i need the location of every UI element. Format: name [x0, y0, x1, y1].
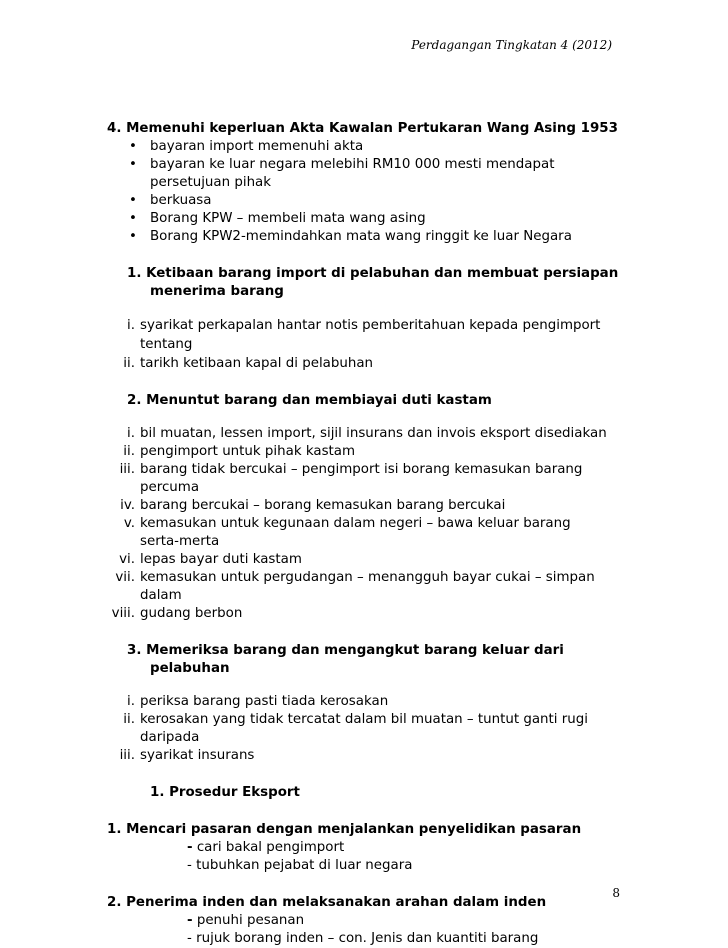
list-item: • Borang KPW – membeli mata wang asing [127, 210, 627, 228]
list-item: • bayaran import memenuhi akta [127, 138, 627, 156]
list-item: ii. tarikh ketibaan kapal di pelabuhan [123, 356, 374, 371]
document-body [107, 120, 627, 948]
list-item: v. kemasukan untuk kegunaan dalam negeri – bawa keluar barang serta-merta [123, 516, 571, 549]
page-number: 8 [612, 886, 620, 900]
export-step-1-line: - cari bakal pengimport [187, 840, 345, 855]
export-step-2-line: - penuhi pesanan [187, 913, 305, 928]
export-step-1-title: 1. Mencari pasaran dengan menjalankan penyelidikan pasaran [107, 822, 582, 837]
subsection-3-list [107, 693, 627, 765]
list-item: viii. gudang berbon [111, 606, 243, 621]
list-item: iii. barang tidak bercukai – pengimport isi borang kemasukan barang percuma [119, 462, 583, 495]
list-item: • Borang KPW2-memindahkan mata wang ringgit ke luar Negara [127, 228, 627, 246]
list-item: i. bil muatan, lessen import, sijil insurans dan invois eksport disediakan [127, 426, 607, 441]
list-item: iii. syarikat insurans [119, 748, 255, 763]
page-header: Perdagangan Tingkatan 4 (2012) [411, 38, 612, 52]
export-step-2-line: - rujuk borang inden – con. Jenis dan kuantiti barang [187, 931, 539, 946]
subsection-2-list [107, 425, 627, 623]
list-item: ii. pengimport untuk pihak kastam [123, 444, 356, 459]
list-item: vi. lepas bayar duti kastam [119, 552, 302, 567]
list-item: ii. kerosakan yang tidak tercatat dalam bil muatan – tuntut ganti rugi daripada [123, 712, 588, 745]
subsection-2-title: 2. Menuntut barang dan membiayai duti kastam [127, 393, 492, 408]
subsection-3-title: 3. Memeriksa barang dan mengangkut barang keluar dari pelabuhan [127, 643, 564, 676]
list-item: • berkuasa [127, 192, 627, 210]
export-step-1-line: - tubuhkan pejabat di luar negara [187, 858, 413, 873]
eksport-title: 1. Prosedur Eksport [150, 785, 300, 800]
export-step-2-title: 2. Penerima inden dan melaksanakan arahan dalam inden [107, 895, 547, 910]
subsection-1-list [107, 316, 627, 373]
list-item: • bayaran ke luar negara melebihi RM10 000 mesti mendapat persetujuan pihak [127, 156, 627, 192]
list-item: i. syarikat perkapalan hantar notis pemberitahuan kepada pengimport tentang [127, 318, 601, 352]
section-4-title: 4. Memenuhi keperluan Akta Kawalan Pertukaran Wang Asing 1953 [107, 121, 618, 136]
subsection-1-title: 1. Ketibaan barang import di pelabuhan dan membuat persiapan menerima barang [127, 266, 619, 299]
list-item: iv. barang bercukai – borang kemasukan barang bercukai [120, 498, 506, 513]
list-item: i. periksa barang pasti tiada kerosakan [127, 694, 389, 709]
section-4-bullets [127, 138, 627, 246]
list-item: vii. kemasukan untuk pergudangan – menangguh bayar cukai – simpan dalam [115, 570, 595, 603]
